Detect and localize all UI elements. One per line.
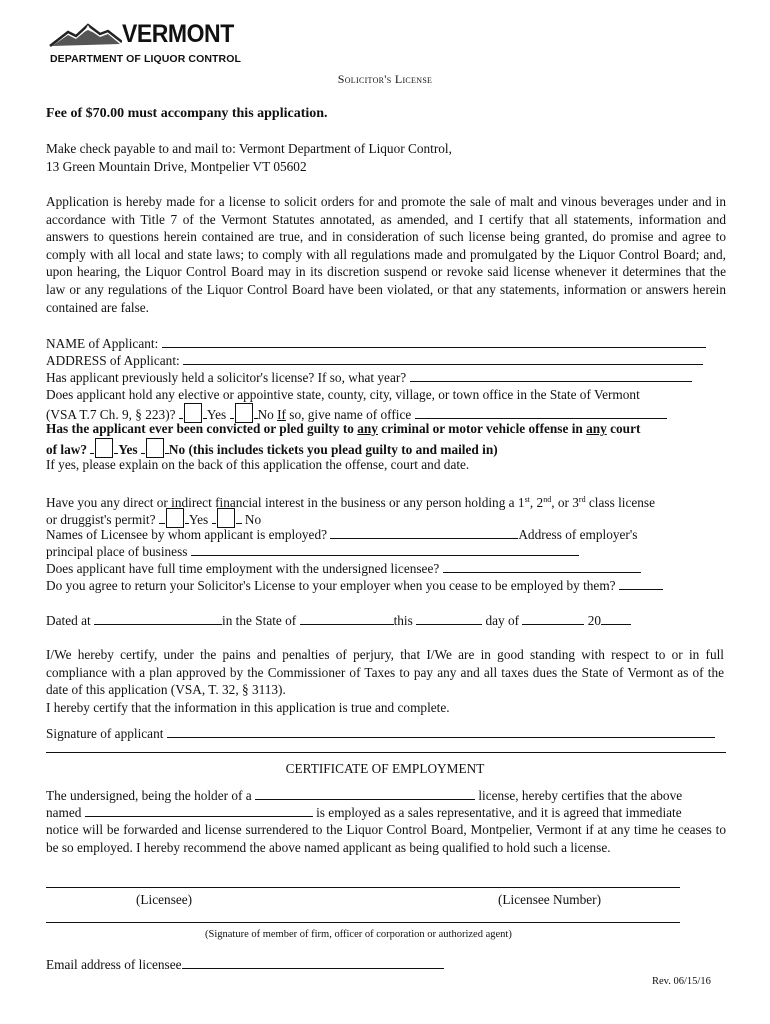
licensee-label: (Licensee) — [136, 892, 193, 907]
fulltime-input-line[interactable] — [443, 560, 641, 573]
employer-name-row: Names of Licensee by whom applicant is employed? Address of employer's — [46, 527, 638, 542]
dated-day-input[interactable] — [522, 612, 584, 625]
vermont-dlc-logo — [48, 20, 242, 70]
dated-this-input[interactable] — [416, 612, 482, 625]
druggist-row: or druggist's permit? Yes No — [46, 508, 261, 529]
section-divider — [46, 752, 726, 753]
employer-name-input-line[interactable] — [330, 526, 518, 539]
explain-note: If yes, please explain on the back of this application the offense, court and date. — [46, 457, 470, 472]
office-answer-row: (VSA T.7 Ch. 9, § 223)? Yes No If so, give name of office — [46, 403, 667, 424]
member-signature-line[interactable] — [46, 922, 680, 923]
address-input-line[interactable] — [183, 352, 703, 365]
return-row: Do you agree to return your Solicitor's License to your employer when you cease to be employed by them? — [46, 577, 663, 595]
interest-no-checkbox[interactable] — [217, 508, 235, 528]
revision-date: Rev. 06/15/16 — [652, 976, 711, 987]
mail-line-2: 13 Green Mountain Drive, Montpelier VT 05602 — [46, 159, 307, 174]
conviction-question: Has the applicant ever been convicted or pled guilty to any criminal or motor vehicle offense in any court — [46, 421, 641, 436]
interest-question: Have you any direct or indirect financial interest in the business or any person holding a 1st, 2nd, or 3rd class license — [46, 495, 655, 510]
email-row: Email address of licensee — [46, 956, 444, 974]
dated-year-input[interactable] — [601, 612, 631, 625]
certificate-title: CERTIFICATE OF EMPLOYMENT — [285, 761, 485, 776]
license-type-input[interactable] — [255, 787, 475, 800]
fulltime-row: Does applicant have full time employment with the undersigned licensee? — [46, 560, 641, 578]
department-name: DEPARTMENT OF LIQUOR CONTROL — [50, 53, 242, 65]
mountain-logo-icon — [48, 22, 122, 48]
name-input-line[interactable] — [162, 335, 706, 348]
principal-row: principal place of business — [46, 543, 579, 561]
certificate-line-1: The undersigned, being the holder of a license, hereby certifies that the above — [46, 788, 683, 803]
fee-notice: Fee of $70.00 must accompany this application. — [46, 106, 328, 121]
address-field-row: ADDRESS of Applicant: — [46, 352, 703, 370]
certificate-line-2: named is employed as a sales representative, and it is agreed that immediate — [46, 805, 682, 820]
office-question: Does applicant hold any elective or appointive state, county, city, village, or town office in the State of Vermont — [46, 387, 640, 402]
intro-paragraph: Application is hereby made for a license to solicit orders for and promote the sale of malt and vinous beverages under and in accordance with Title 7 of the Vermont Statutes annotated, as amended, and I certify that all statements, information and answers to questions herein contained are true, and in consideration of such license being granted, do promise and agree to comply with all local and state laws; to comply with all regulations made and promulgated by the Liquor Control Board; and, upon hearing, the Liquor Control Board may in its discretion suspend or revoke said license whenever it determines that the law or any regulations of the Liquor Control Board have been violated, or that any statements, information or answers herein contained are false. — [46, 194, 726, 315]
licensee-number-label: (Licensee Number) — [498, 892, 601, 907]
return-input-line[interactable] — [619, 577, 663, 590]
named-applicant-input[interactable] — [85, 804, 313, 817]
conviction-answer-row: of law? Yes No (this includes tickets you plead guilty to and mailed in) — [46, 438, 498, 459]
conviction-no-checkbox[interactable] — [146, 438, 164, 458]
member-signature-label: (Signature of member of firm, officer of corporation or authorized agent) — [205, 929, 512, 940]
page-title: Solicitor's License — [337, 72, 433, 86]
licensee-signature-line[interactable] — [46, 887, 680, 888]
dated-row: Dated at in the State of this day of 20 — [46, 612, 631, 630]
mail-line-1: Make check payable to and mail to: Vermont Department of Liquor Control, — [46, 141, 452, 156]
conviction-yes-checkbox[interactable] — [95, 438, 113, 458]
principal-input-line[interactable] — [191, 543, 579, 556]
dated-state-input[interactable] — [300, 612, 394, 625]
logo-wordmark: VERMONT — [122, 20, 234, 48]
dated-place-input[interactable] — [94, 612, 222, 625]
office-name-input-line[interactable] — [415, 406, 667, 419]
interest-yes-checkbox[interactable] — [166, 508, 184, 528]
email-input-line[interactable] — [182, 956, 444, 969]
applicant-signature-line[interactable] — [167, 725, 715, 738]
tax-certification: I/We hereby certify, under the pains and penalties of perjury, that I/We are in good standing with respect to or in full compliance with a plan approved by the Commissioner of Taxes to pay any and all taxes dues the State of Vermont as of the date of this application (VSA, T. 32, § 3113). — [46, 647, 724, 698]
name-field-row: NAME of Applicant: — [46, 335, 706, 353]
prev-license-row: Has applicant previously held a solicitor's license? If so, what year? — [46, 369, 692, 387]
certificate-body: notice will be forwarded and license surrendered to the Liquor Control Board, Montpelier, Vermont if at any time he ceases to be so employed. I hereby recommend the above named applicant as being qualified to hold such a license. — [46, 822, 726, 855]
info-certification: I hereby certify that the information in this application is true and complete. — [46, 700, 450, 715]
prev-license-input-line[interactable] — [410, 369, 692, 382]
signature-row: Signature of applicant — [46, 725, 715, 743]
